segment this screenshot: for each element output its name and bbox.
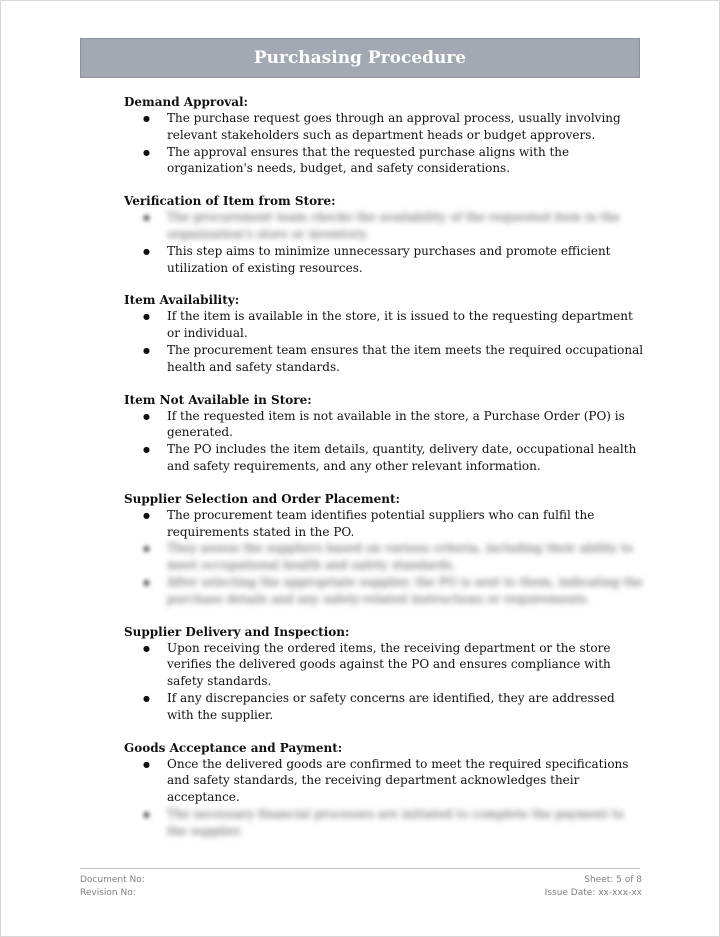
bullet-dot-icon: ● <box>143 246 150 256</box>
bullet-dot-icon: ● <box>143 544 150 554</box>
document-no-label: Document No: <box>80 875 145 885</box>
bullet-item <box>124 342 644 376</box>
section <box>124 292 644 375</box>
section <box>124 193 644 276</box>
issue-date: Issue Date: xx-xxx-xx <box>544 888 642 898</box>
revision-no-label: Revision No: <box>80 888 136 898</box>
bullet-item <box>124 507 644 541</box>
bullet-list <box>124 640 644 724</box>
section-heading: Demand Approval: <box>124 95 248 109</box>
bullet-dot-icon: ● <box>143 345 150 355</box>
bullet-dot-icon: ● <box>143 147 150 157</box>
section-heading: Item Not Available in Store: <box>124 392 312 407</box>
bullet-text: The procurement team ensures that the item meets the required occupational health and safety standards. <box>167 342 644 374</box>
section <box>124 624 644 724</box>
bullet-text: This step aims to minimize unnecessary purchases and promote efficient utilization of existing resources. <box>167 243 611 275</box>
bullet-list <box>124 209 644 276</box>
bullet-text: If the item is available in the store, it is issued to the requesting department or individual. <box>167 309 633 341</box>
bullet-item <box>124 756 644 806</box>
section <box>124 94 644 177</box>
bullet-text: Upon receiving the ordered items, the receiving department or the store verifies the delivered goods against the PO and ensures compliance with safety standards. <box>167 640 611 689</box>
bullet-item <box>124 540 644 574</box>
footer-divider <box>80 868 640 869</box>
bullet-item <box>124 144 644 178</box>
section-heading: Supplier Delivery and Inspection: <box>124 624 350 639</box>
title-banner <box>80 38 640 78</box>
section-heading: Item Availability: <box>124 293 240 308</box>
section-heading: Verification of Item from Store: <box>124 194 336 209</box>
bullet-item <box>124 441 644 475</box>
bullet-text: Once the delivered goods are confirmed to meet the required specifications and safety standards, the receiving department acknowledges their acceptance. <box>167 756 629 805</box>
bullet-text: The procurement team checks the availability of the requested item in the organization's store or inventory. <box>167 210 621 241</box>
bullet-item <box>124 806 644 840</box>
section-heading: Goods Acceptance and Payment: <box>124 740 343 755</box>
bullet-dot-icon: ● <box>143 643 150 653</box>
bullet-dot-icon: ● <box>143 759 150 769</box>
bullet-dot-icon: ● <box>143 809 150 819</box>
bullet-text: If the requested item is not available in the store, a Purchase Order (PO) is generated. <box>167 408 625 440</box>
bullet-dot-icon: ● <box>143 114 150 123</box>
page-title: Purchasing Procedure <box>253 48 467 68</box>
bullet-item <box>124 110 644 144</box>
bullet-item <box>124 640 644 690</box>
bullet-text: The procurement team identifies potential suppliers who can fulfil the requirements stated in the PO. <box>167 507 595 539</box>
section <box>124 491 644 608</box>
bullet-dot-icon: ● <box>143 411 150 421</box>
bullet-item <box>124 690 644 724</box>
bullet-text: The PO includes the item details, quantity, delivery date, occupational health and safety requirements, and any other relevant information. <box>167 442 637 473</box>
bullet-item <box>124 574 644 608</box>
sheet-number: Sheet: 5 of 8 <box>584 875 642 885</box>
bullet-dot-icon: ● <box>143 312 150 322</box>
bullet-dot-icon: ● <box>143 213 150 223</box>
bullet-list <box>124 756 644 840</box>
bullet-list <box>124 408 644 475</box>
bullet-dot-icon: ● <box>143 577 150 587</box>
bullet-text: After selecting the appropriate supplier, the PO is sent to them, indicating the purchase details and any safety-related instructions or requirements. <box>167 574 643 606</box>
bullet-list <box>124 507 644 608</box>
section <box>124 740 644 840</box>
document-body <box>124 94 644 856</box>
bullet-dot-icon: ● <box>143 445 150 455</box>
bullet-text: The purchase request goes through an approval process, usually involving relevant stakeholders such as department heads or budget approvers. <box>167 111 621 142</box>
section <box>124 392 644 475</box>
section-heading: Supplier Selection and Order Placement: <box>124 491 400 506</box>
bullet-text: The approval ensures that the requested purchase aligns with the organization's needs, budget, and safety considerations. <box>167 144 570 176</box>
bullet-list <box>124 308 644 375</box>
bullet-item <box>124 408 644 442</box>
bullet-text: They assess the suppliers based on various criteria, including their ability to meet occupational health and safety standards. <box>167 541 634 573</box>
bullet-text: The necessary financial processes are initiated to complete the payment to the supplier. <box>167 806 624 838</box>
bullet-item <box>124 308 644 342</box>
bullet-item <box>124 243 644 277</box>
bullet-item <box>124 209 644 243</box>
bullet-list <box>124 110 644 177</box>
bullet-dot-icon: ● <box>143 510 150 520</box>
bullet-dot-icon: ● <box>143 693 150 703</box>
bullet-text: If any discrepancies or safety concerns are identified, they are addressed with the supplier. <box>167 690 615 722</box>
